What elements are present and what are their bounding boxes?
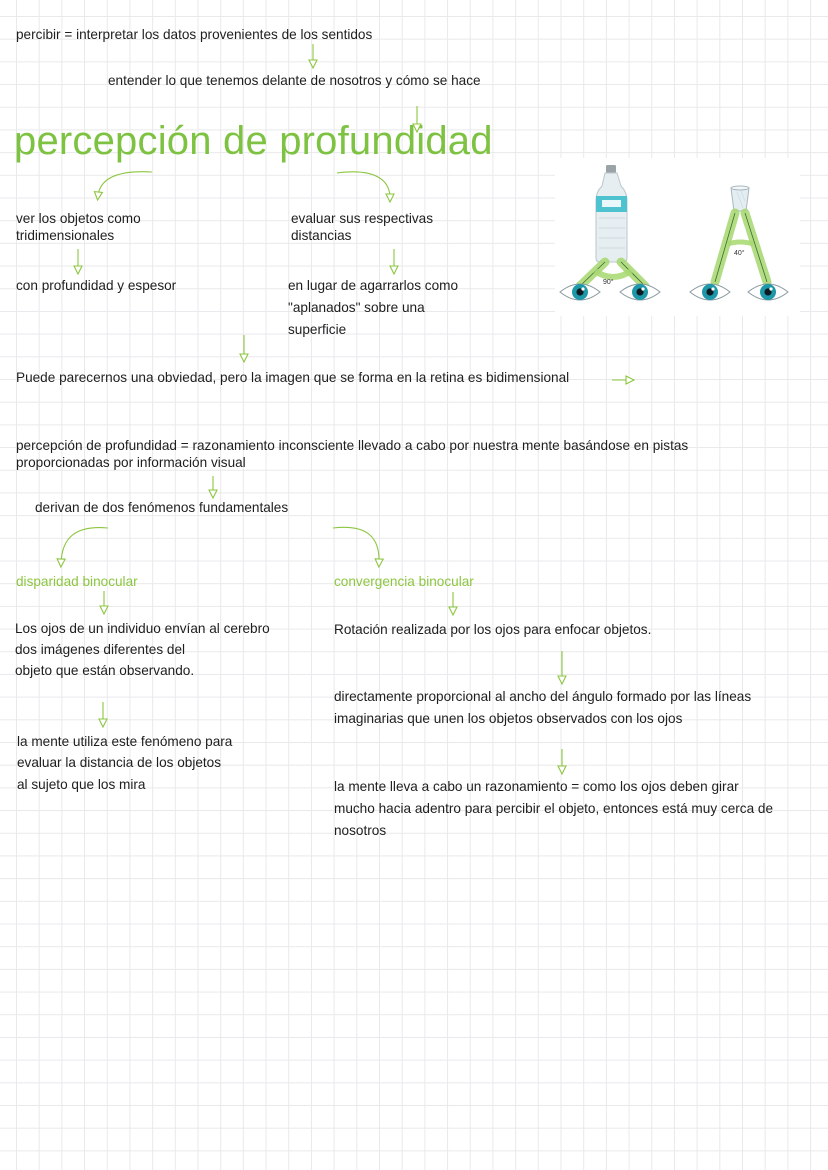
convergence-proportional-1: directamente proporcional al ancho del ángulo formado por las líneas [334, 689, 752, 704]
left-branch-line-2: tridimensionales [16, 228, 115, 243]
near-sight-lines [580, 262, 645, 286]
disparity-label: disparidad binocular [16, 574, 138, 589]
svg-text:40°: 40° [734, 250, 745, 257]
right-branch-line-1: evaluar sus respectivas [291, 211, 434, 226]
disparity-use-2: evaluar la distancia de los objetos [17, 755, 222, 770]
left-branch-result: con profundidad y espesor [16, 278, 177, 293]
right-branch-line-2: distancias [291, 228, 352, 243]
disparity-use-1: la mente utiliza este fenómeno para [17, 734, 233, 749]
disparity-use-3: al sujeto que los mira [17, 777, 146, 792]
svg-text:90°: 90° [603, 279, 614, 286]
right-branch-result-3: superficie [288, 322, 347, 337]
eye-icon [560, 284, 600, 300]
definition-line-1: percepción de profundidad = razonamiento inconsciente llevado a cabo por nuestra mente basándose en pistas [16, 438, 689, 453]
curved-arrow-icon [333, 527, 379, 563]
eye-icon [748, 284, 788, 300]
intro-line-1: percibir = interpretar los datos provenientes de los sentidos [16, 27, 373, 42]
eye-icon [620, 284, 660, 300]
far-sight-lines [715, 213, 767, 282]
disparity-desc-3: objeto que están observando. [15, 663, 195, 678]
retina-note: Puede parecernos una obviedad, pero la imagen que se forma en la retina es bidimensional [16, 370, 570, 385]
right-branch-result-1: en lugar de agarrarlos como [288, 278, 459, 293]
disparity-desc-1: Los ojos de un individuo envían al cerebro [15, 621, 270, 636]
right-branch-result-2: "aplanados" sobre una [288, 300, 425, 315]
curved-arrow-icon [337, 172, 390, 198]
convergence-reasoning-3: nosotros [334, 823, 387, 838]
curved-arrow-icon [98, 172, 152, 196]
convergence-label: convergencia binocular [334, 574, 474, 589]
bottle-icon [596, 165, 627, 262]
depth-illustration [555, 158, 800, 316]
convergence-reasoning-2: mucho hacia adentro para percibir el objeto, entonces está muy cerca de [334, 801, 774, 816]
curved-arrow-icon [61, 528, 108, 563]
derive-text: derivan de dos fenómenos fundamentales [35, 500, 289, 515]
convergence-desc: Rotación realizada por los ojos para enfocar objetos. [334, 622, 652, 637]
convergence-reasoning-1: la mente lleva a cabo un razonamiento = como los ojos deben girar [334, 779, 739, 794]
convergence-proportional-2: imaginarias que unen los objetos observados con los ojos [334, 711, 683, 726]
definition-line-2: proporcionadas por información visual [16, 455, 246, 470]
left-branch-line-1: ver los objetos como [16, 211, 141, 226]
cup-icon [731, 186, 749, 211]
eye-icon [690, 284, 730, 300]
page-title: percepción de profundidad [14, 119, 493, 163]
disparity-desc-2: dos imágenes diferentes del [15, 642, 186, 657]
intro-line-2: entender lo que tenemos delante de nosotros y cómo se hace [108, 73, 481, 88]
